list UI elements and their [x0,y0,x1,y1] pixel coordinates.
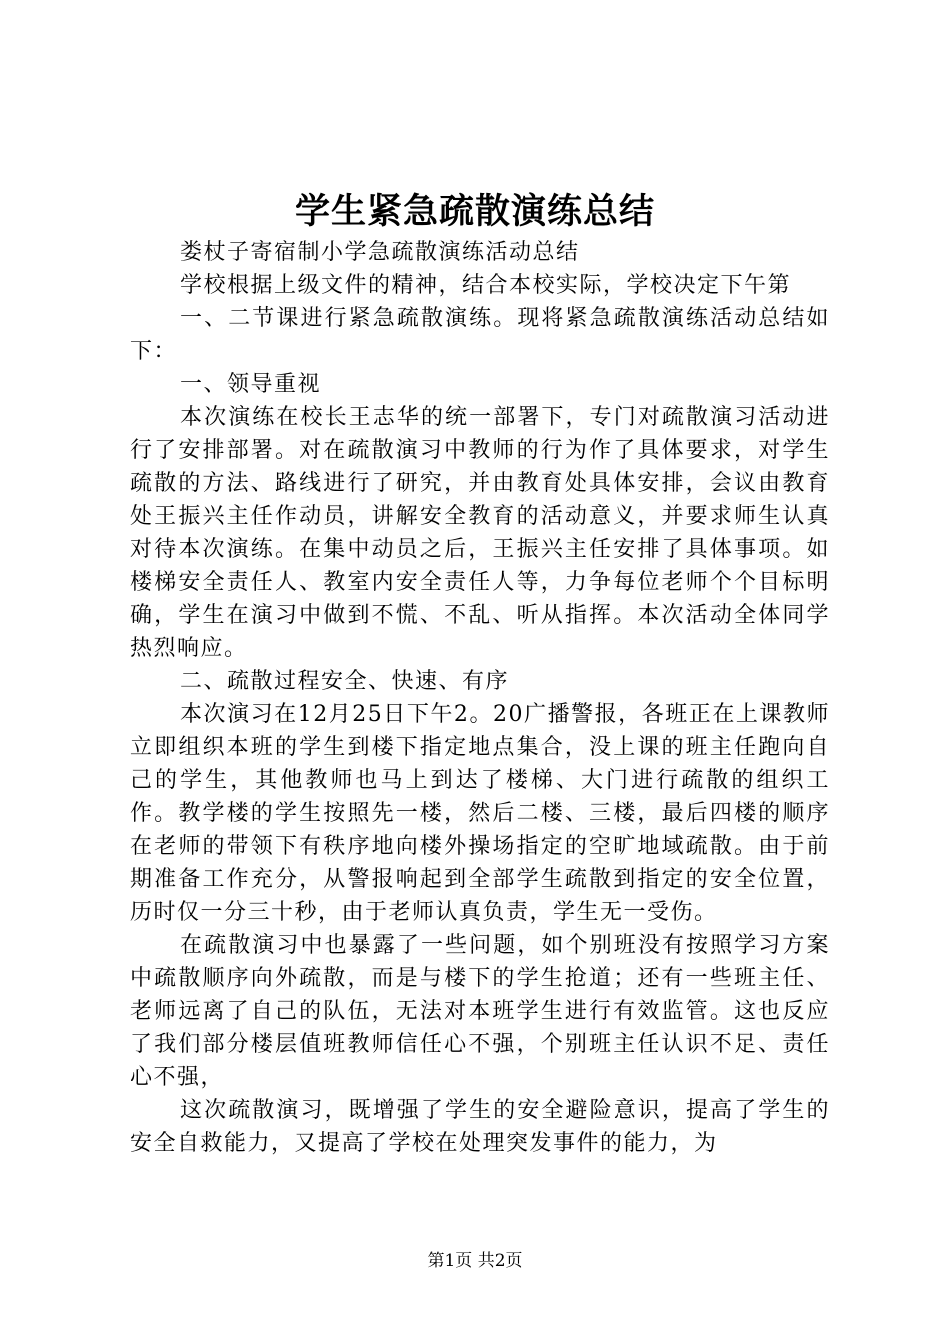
document-title: 学生紧急疏散演练总结 [294,191,655,232]
body-paragraph: 这次疏散演习，既增强了学生的安全避险意识，提高了学生的安全自救能力，又提高了学校在处理突发事件的能力，为 [130,1098,830,1156]
document-body [130,236,830,1160]
section-heading: 二、疏散过程安全、快速、有序 [180,669,510,694]
subtitle-paragraph: 娄杖子寄宿制小学急疏散演练活动总结 [180,240,580,265]
page-footer: 第1页 共2页 [427,1251,523,1271]
body-paragraph: 一、二节课进行紧急疏散演练。现将紧急疏散演练活动总结如下： [130,306,830,364]
body-paragraph: 在疏散演习中也暴露了一些问题，如个别班没有按照学习方案中疏散顺序向外疏散，而是与楼下的学生抢道；还有一些班主任、老师远离了自己的队伍，无法对本班学生进行有效监管。这也反应了我们部分楼层值班教师信任心不强，个别班主任认识不足、责任心不强， [130,933,830,1090]
body-paragraph: 本次演练在校长王志华的统一部署下，专门对疏散演习活动进行了安排部署。对在疏散演习中教师的行为作了具体要求，对学生疏散的方法、路线进行了研究，并由教育处具体安排，会议由教育处王振兴主任作动员，讲解安全教育的活动意义，并要求师生认真对待本次演练。在集中动员之后，王振兴主任安排了具体事项。如楼梯安全责任人、教室内安全责任人等，力争每位老师个个目标明确，学生在演习中做到不慌、不乱、听从指挥。本次活动全体同学热烈响应。 [130,405,830,661]
section-heading: 一、领导重视 [180,372,322,397]
body-paragraph: 本次演习在12月25日下午2。20广播警报，各班正在上课教师立即组织本班的学生到楼下指定地点集合，没上课的班主任跑向自己的学生，其他教师也马上到达了楼梯、大门进行疏散的组织工作。教学楼的学生按照先一楼，然后二楼、三楼，最后四楼的顺序在老师的带领下有秩序地向楼外操场指定的空旷地域疏散。由于前期准备工作充分，从警报响起到全部学生疏散到指定的安全位置，历时仅一分三十秒，由于老师认真负责，学生无一受伤。 [130,702,830,925]
body-paragraph: 学校根据上级文件的精神，结合本校实际，学校决定下午第 [180,273,792,298]
